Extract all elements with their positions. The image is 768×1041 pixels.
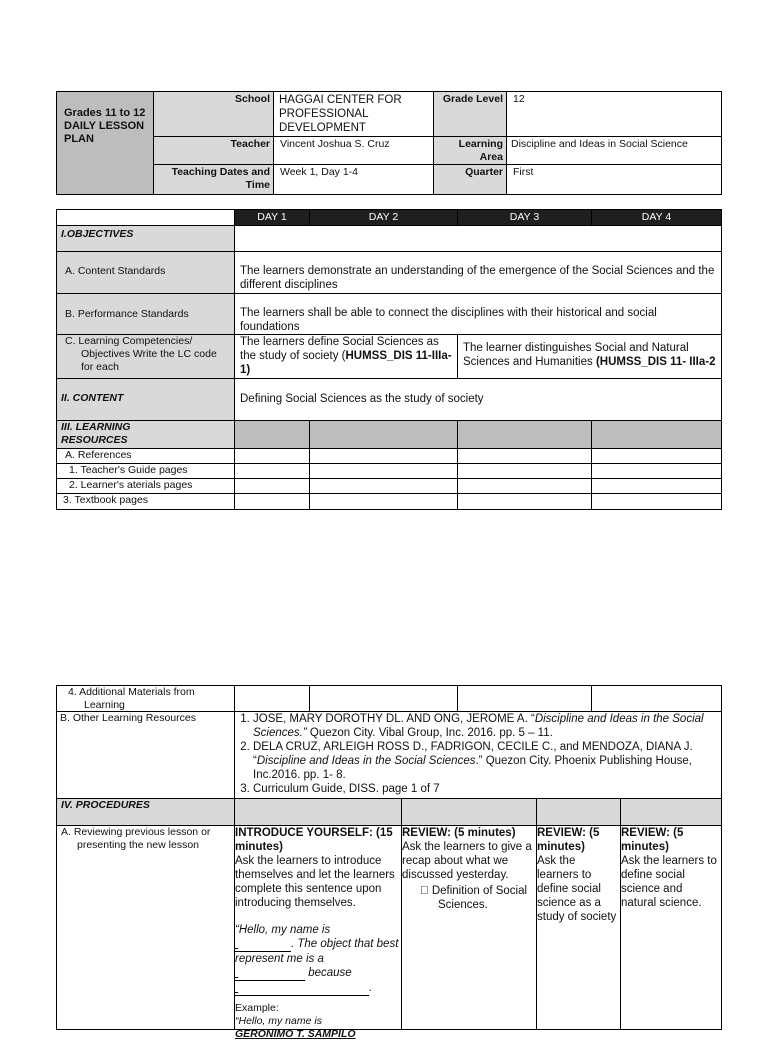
day4-heading: REVIEW: (5 minutes) <box>621 827 684 853</box>
resources-heading: III. LEARNING RESOURCES <box>56 420 235 449</box>
plan-title: Grades 11 to 12 DAILY LESSON PLAN <box>64 107 146 145</box>
day-2-header: DAY 2 <box>309 209 458 226</box>
teacher-label: Teacher <box>230 138 270 150</box>
learners-materials-label: 2. Learner's aterials pages <box>56 478 235 494</box>
day2-body: Ask the learners to give a recap about what we discussed yesterday. <box>402 841 532 881</box>
competencies-label: C. Learning Competencies/ Objectives Write the LC code for each <box>56 334 235 379</box>
day-header-blank <box>56 209 235 226</box>
references-label: A. References <box>56 448 235 464</box>
competency-a-code: HUMSS_DIS 11-IIIa-1) <box>240 350 452 376</box>
content-standards-value: The learners demonstrate an understanding of the emergence of the Social Sciences and the different disciplines <box>234 251 722 294</box>
procedure-day1 <box>234 825 402 1040</box>
competency-day1-2 <box>234 334 458 379</box>
day1-example: “Hello, my name is <box>235 1015 322 1027</box>
content-value: Defining Social Sciences as the study of society <box>234 378 722 421</box>
day4-body: Ask the learners to define social science and natural science. <box>621 855 717 909</box>
performance-standards-label: B. Performance Standards <box>56 293 235 335</box>
reviewing-label: A. Reviewing previous lesson or presenting the new lesson <box>56 825 235 1030</box>
content-standards-label: A. Content Standards <box>56 251 235 294</box>
school-value: HAGGAI CENTER FOR PROFESSIONAL DEVELOPMENT <box>279 94 402 134</box>
quarter-label: Quarter <box>465 166 503 178</box>
day2-bullet: Definition of Social Sciences. <box>420 885 516 911</box>
performance-standards-value: The learners shall be able to connect the disciplines with their historical and social foundations <box>234 293 722 335</box>
competency-b-code: (HUMSS_DIS 11- IIIa-2 <box>595 356 716 368</box>
other-resources-list <box>234 711 722 799</box>
objectives-heading: I.OBJECTIVES <box>56 225 235 252</box>
content-heading: II. CONTENT <box>56 378 235 421</box>
objectives-value <box>234 225 722 252</box>
day1-example-name: GERONIMO T. SAMPILO <box>235 1028 356 1040</box>
competency-b-text: The learner distinguishes Social and Natural Sciences and Humanities <box>463 342 689 368</box>
teacher-value: Vincent Joshua S. Cruz <box>280 138 390 150</box>
reference-3: 3. Curriculum Guide, DISS. page 1 of 7 <box>253 782 713 796</box>
dates-label: Teaching Dates and Time <box>171 166 270 191</box>
grade-value: 12 <box>513 93 525 105</box>
procedures-heading: IV. PROCEDURES <box>56 798 235 826</box>
reference-1: 1. JOSE, MARY DOROTHY DL. AND ONG, JEROME A. “Discipline and Ideas in the Social Sciences.” Quezon City. Vibal Group, Inc. 2016. pp. 5 – 11. <box>253 712 713 740</box>
quarter-value: First <box>513 166 534 178</box>
competency-a-text: The learners define Social Sciences as the study of society ( <box>240 336 439 362</box>
school-label: School <box>234 93 270 105</box>
procedure-day2 <box>401 825 537 1030</box>
grade-label: Grade Level <box>442 93 503 105</box>
dates-value: Week 1, Day 1-4 <box>280 166 359 178</box>
teachers-guide-label: 1. Teacher's Guide pages <box>56 463 235 479</box>
procedure-day4 <box>620 825 722 1030</box>
procedure-day3 <box>536 825 621 1030</box>
day-3-header: DAY 3 <box>457 209 592 226</box>
area-value: Discipline and Ideas in Social Science <box>511 138 688 150</box>
day1-quote: “Hello, my name is . The object that best represent me is a because . <box>235 924 399 994</box>
day1-heading: INTRODUCE YOURSELF: (15 minutes) <box>235 827 393 853</box>
other-resources-label: B. Other Learning Resources <box>56 711 235 799</box>
reference-2: 2. DELA CRUZ, ARLEIGH ROSS D., FADRIGON, CECILE C., and MENDOZA, DIANA J. “Discipline and Ideas in the Social Sciences.” Quezon City. Phoenix Publishing House, Inc.2016. pp. 1- 8. <box>253 740 713 782</box>
day1-example-label: Example: <box>235 1002 279 1014</box>
day1-body: Ask the learners to introduce themselves and let the learners complete this sentence upon introducing themselves. <box>235 855 395 909</box>
day3-body: Ask the learners to define social science as a study of society <box>537 855 617 923</box>
area-label: Learning Area <box>458 138 503 163</box>
day-1-header: DAY 1 <box>234 209 310 226</box>
day2-heading: REVIEW: (5 minutes) <box>402 827 516 839</box>
day-4-header: DAY 4 <box>591 209 722 226</box>
competency-day3-4 <box>457 334 722 379</box>
day3-heading: REVIEW: (5 minutes) <box>537 827 600 853</box>
additional-materials-label: 4. Additional Materials from Learning <box>56 685 235 712</box>
textbook-label: 3. Textbook pages <box>56 493 235 510</box>
